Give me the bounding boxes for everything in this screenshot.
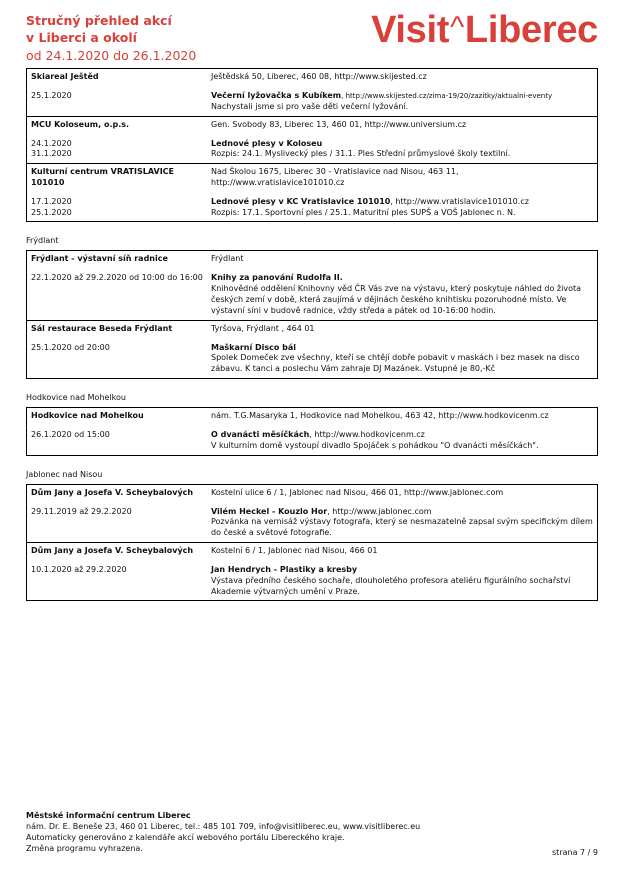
venue-address: Nad Školou 1675, Liberec 30 - Vratislavice nad Nisou, 463 11, http://www.vratislavice101010.cz — [211, 167, 459, 187]
event-info — [211, 343, 593, 375]
event-info — [211, 507, 593, 539]
event-venue-cell — [27, 251, 209, 319]
document-title — [26, 12, 172, 46]
event-title: Lednové plesy v Koloseu — [211, 138, 323, 148]
event-info — [211, 91, 593, 113]
event-dates: 25.1.2020 od 20:00 — [31, 342, 110, 352]
venue-address: Gen. Svobody 83, Liberec 13, 460 01, http://www.universium.cz — [211, 119, 467, 129]
venue-name: Dům Jany a Josefa V. Scheybalových — [31, 545, 194, 555]
event-venue-cell — [27, 543, 209, 600]
event-venue-cell — [27, 485, 209, 542]
event-info — [211, 565, 593, 597]
event-row — [27, 542, 597, 600]
event-description: Výstava předního českého sochaře, dlouholetého profesora ateliéru figurálního sochařství Akademie výtvarných umění v Praze. — [211, 575, 571, 596]
event-detail-cell — [209, 69, 597, 116]
event-description: Knihovědné oddělení Knihovny věd ČR Vás zve na výstavu, který poskytuje náhled do života českých zemí v době, která zaujímá v dějinách českého knihtisku pozoruhodné místo. Ve výstavní síni v budově radnice, vždy středa a pátek od 10-16:00 hodin. — [211, 284, 582, 315]
venue-address: Kostelní ulice 6 / 1, Jablonec nad Nisou, 466 01, http://www.jablonec.com — [211, 487, 504, 497]
events-listing — [26, 68, 598, 601]
venue-name: Dům Jany a Josefa V. Scheybalových — [31, 487, 194, 497]
date-range: od 24.1.2020 do 26.1.2020 — [26, 48, 197, 63]
event-title: Maškarní Disco bál — [211, 342, 297, 352]
visit-liberec-logo — [371, 8, 598, 55]
event-detail-cell — [209, 543, 597, 600]
event-detail-cell — [209, 164, 597, 221]
venue-address: Tyršova, Frýdlant , 464 01 — [211, 323, 315, 333]
event-venue-cell — [27, 164, 209, 221]
events-table — [26, 250, 598, 379]
event-detail-cell — [209, 485, 597, 542]
venue-address: Frýdlant — [211, 254, 244, 264]
event-row — [27, 251, 597, 319]
event-description: Pozvánka na vernisáž výstavy fotografa, který se nesmazatelně zapsal svým specifickým dílem do české a světové fotografie. — [211, 517, 593, 538]
event-link[interactable]: , http://www.skijested.cz/zima-19/20/zazitky/aktualni-eventy — [341, 92, 553, 100]
title-line-1: Stručný přehled akcí — [26, 13, 172, 28]
event-row — [27, 408, 597, 455]
event-info — [211, 139, 593, 161]
events-table — [26, 68, 598, 222]
event-dates: 22.1.2020 až 29.2.2020 od 10:00 do 16:00 — [31, 273, 203, 283]
event-link[interactable]: , http://www.vratislavice101010.cz — [390, 196, 529, 206]
event-detail-cell — [209, 321, 597, 378]
event-detail-cell — [209, 408, 597, 455]
events-table — [26, 407, 598, 456]
event-dates: 17.1.2020 25.1.2020 — [31, 196, 72, 217]
event-info — [211, 273, 593, 316]
event-title: Vilém Heckel - Kouzlo Hor — [211, 506, 328, 516]
venue-name: MCU Koloseum, o.p.s. — [31, 119, 130, 129]
page-number: strana 7 / 9 — [552, 848, 598, 857]
event-detail-cell — [209, 251, 597, 319]
events-table — [26, 484, 598, 602]
event-description: Nachystali jsme si pro vaše děti večerní lyžování. — [211, 101, 409, 111]
logo-caret-icon: ^ — [450, 11, 464, 44]
event-description: V kulturním domě vystoupí divadlo Spojáček s pohádkou "O dvanácti měsíčkách". — [211, 440, 539, 450]
event-link[interactable]: , http://www.jablonec.com — [327, 506, 432, 516]
event-dates: 10.1.2020 až 29.2.2020 — [31, 564, 127, 574]
event-title: Večerní lyžovačka s Kubíkem — [211, 91, 342, 100]
footer-change-note: Změna programu vyhrazena. — [26, 844, 143, 853]
venue-address: nám. T.G.Masaryka 1, Hodkovice nad Mohelkou, 463 42, http://www.hodkovicenm.cz — [211, 410, 549, 420]
event-description: Rozpis: 17.1. Sportovní ples / 25.1. Maturitní ples SUPŠ a VOŠ Jablonec n. N. — [211, 207, 516, 217]
event-title: Knihy za panování Rudolfa II. — [211, 273, 343, 283]
venue-address: Ještědská 50, Liberec, 460 08, http://www.skijested.cz — [211, 72, 427, 81]
event-title: O dvanácti měsíčkách — [211, 429, 310, 439]
section-label: Jablonec nad Nisou — [26, 469, 103, 479]
venue-name: Skiareal Ještěd — [31, 72, 99, 81]
venue-name: Frýdlant - výstavní síň radnice — [31, 254, 168, 264]
venue-name: Hodkovice nad Mohelkou — [31, 410, 144, 420]
event-row — [27, 116, 597, 164]
event-title: Lednové plesy v KC Vratislavice 101010 — [211, 196, 391, 206]
event-dates: 26.1.2020 od 15:00 — [31, 429, 110, 439]
event-title: Jan Hendrych - Plastiky a kresby — [211, 564, 358, 574]
section-label: Hodkovice nad Mohelkou — [26, 392, 126, 402]
title-line-2: v Liberci a okolí — [26, 30, 137, 45]
footer-address: nám. Dr. E. Beneše 23, 460 01 Liberec, tel.: 485 101 709, info@visitliberec.eu, www.visitliberec.eu — [26, 822, 421, 831]
footer-generated-note: Automaticky generováno z kalendáře akcí webového portálu Libereckého kraje. — [26, 833, 345, 842]
event-venue-cell — [27, 69, 209, 116]
event-dates: 24.1.2020 31.1.2020 — [31, 138, 72, 159]
event-description: Rozpis: 24.1. Myslivecký ples / 31.1. Ples Střední průmyslové školy textilní. — [211, 149, 511, 159]
event-row — [27, 485, 597, 542]
logo-word-visit: Visit — [371, 9, 450, 51]
event-description: Spolek Domeček zve všechny, kteří se chtějí dobře pobavit v maskách i bez masek na disco zábavu. K tanci a poslechu Vám zahraje DJ Mazánek. Vstupné je 80,-Kč — [211, 353, 580, 374]
event-venue-cell — [27, 408, 209, 455]
venue-name: Sál restaurace Beseda Frýdlant — [31, 323, 173, 333]
event-row — [27, 320, 597, 378]
event-row — [27, 163, 597, 221]
event-info — [211, 197, 593, 219]
event-link[interactable]: , http://www.hodkovicenm.cz — [309, 429, 425, 439]
event-detail-cell — [209, 117, 597, 164]
event-venue-cell — [27, 117, 209, 164]
logo-word-liberec: Liberec — [464, 9, 598, 51]
event-dates: 25.1.2020 — [31, 91, 72, 100]
footer — [26, 810, 598, 854]
event-venue-cell — [27, 321, 209, 378]
venue-name: Kulturní centrum VRATISLAVICE 101010 — [31, 167, 174, 187]
event-info — [211, 430, 593, 452]
section-label: Frýdlant — [26, 236, 59, 246]
event-dates: 29.11.2019 až 29.2.2020 — [31, 506, 132, 516]
venue-address: Kostelní 6 / 1, Jablonec nad Nisou, 466 01 — [211, 545, 378, 555]
footer-org: Městské informační centrum Liberec — [26, 811, 191, 820]
event-row — [27, 69, 597, 116]
